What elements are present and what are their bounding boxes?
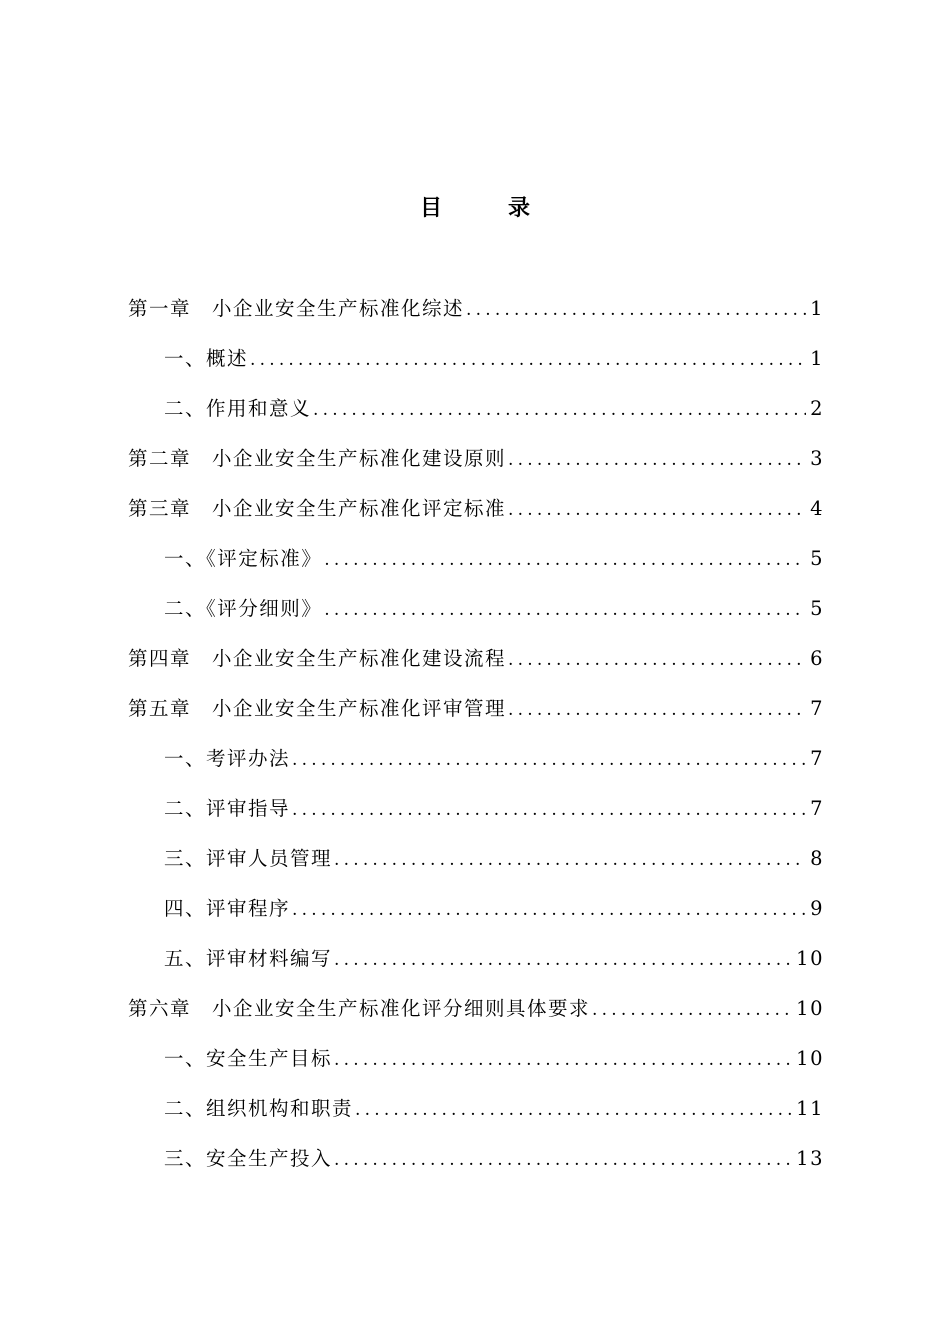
toc-entry[interactable] xyxy=(128,684,824,734)
toc-entry[interactable] xyxy=(128,484,824,534)
toc-page-number: 3 xyxy=(810,447,824,470)
toc-entry-label: 一、《评定标准》 xyxy=(164,547,323,570)
toc-page-number: 7 xyxy=(810,697,824,720)
toc-page-number: 2 xyxy=(810,397,824,420)
toc-dot-leader xyxy=(508,635,806,685)
toc-entry-label: 二、作用和意义 xyxy=(164,397,312,420)
toc-entry[interactable] xyxy=(128,434,824,484)
toc-entry[interactable] xyxy=(128,784,824,834)
toc-entry-label: 第二章 小企业安全生产标准化建设原则 xyxy=(128,447,507,470)
toc-entry-label: 二、组织机构和职责 xyxy=(164,1097,354,1120)
toc-page-number: 8 xyxy=(810,847,824,870)
toc-page-number: 10 xyxy=(796,947,824,970)
toc-entry-label: 一、安全生产目标 xyxy=(164,1047,333,1070)
toc-entry-label: 第四章 小企业安全生产标准化建设流程 xyxy=(128,647,507,670)
toc-entry-label: 第五章 小企业安全生产标准化评审管理 xyxy=(128,697,507,720)
toc-entry-label: 第一章 小企业安全生产标准化综述 xyxy=(128,297,465,320)
toc-dot-leader xyxy=(334,1135,792,1185)
toc-dot-leader xyxy=(324,535,806,585)
toc-dot-leader xyxy=(508,685,806,735)
toc-entry-label: 第六章 小企业安全生产标准化评分细则具体要求 xyxy=(128,997,591,1020)
toc-dot-leader xyxy=(466,285,806,335)
toc-dot-leader xyxy=(334,1035,792,1085)
toc-entry[interactable] xyxy=(128,634,824,684)
toc-page-number: 13 xyxy=(796,1147,824,1170)
toc-entry-label: 三、评审人员管理 xyxy=(164,847,333,870)
toc-entry[interactable] xyxy=(128,284,824,334)
toc-dot-leader xyxy=(250,335,806,385)
toc-title: 目 录 xyxy=(419,195,552,221)
toc-entry-label: 第三章 小企业安全生产标准化评定标准 xyxy=(128,497,507,520)
toc-entry-label: 一、考评办法 xyxy=(164,747,291,770)
toc-entry[interactable] xyxy=(128,934,824,984)
toc-dot-leader xyxy=(292,785,806,835)
toc-entry-label: 二、评审指导 xyxy=(164,797,291,820)
toc-entry[interactable] xyxy=(128,1084,824,1134)
toc-page-number: 5 xyxy=(810,597,824,620)
toc-dot-leader xyxy=(324,585,806,635)
toc-page-number: 9 xyxy=(810,897,824,920)
toc-dot-leader xyxy=(334,935,792,985)
toc-entry[interactable] xyxy=(128,534,824,584)
toc-dot-leader xyxy=(508,485,806,535)
toc-dot-leader xyxy=(292,735,806,785)
toc-entry[interactable] xyxy=(128,584,824,634)
toc-entry-label: 一、概述 xyxy=(164,347,249,370)
toc-page-number: 6 xyxy=(810,647,824,670)
toc-entry[interactable] xyxy=(128,334,824,384)
toc-entry-label: 三、安全生产投入 xyxy=(164,1147,333,1170)
toc-entry-label: 五、评审材料编写 xyxy=(164,947,333,970)
toc-page-number: 1 xyxy=(810,347,824,370)
toc-page-number: 7 xyxy=(810,797,824,820)
toc-dot-leader xyxy=(313,385,806,435)
toc-dot-leader xyxy=(334,835,806,885)
toc-page-number: 1 xyxy=(810,297,824,320)
toc-entry-label: 四、评审程序 xyxy=(164,897,291,920)
toc-entry[interactable] xyxy=(128,1134,824,1184)
toc-entry[interactable] xyxy=(128,834,824,884)
toc-dot-leader xyxy=(508,435,806,485)
toc-page-number: 5 xyxy=(810,547,824,570)
toc-entry[interactable] xyxy=(128,734,824,784)
toc-dot-leader xyxy=(292,885,806,935)
toc-dot-leader xyxy=(355,1085,792,1135)
toc-page-number: 10 xyxy=(796,1047,824,1070)
toc-page-number: 7 xyxy=(810,747,824,770)
table-of-contents xyxy=(128,284,824,1184)
toc-entry[interactable] xyxy=(128,1034,824,1084)
toc-entry-label: 二、《评分细则》 xyxy=(164,597,323,620)
toc-entry[interactable] xyxy=(128,884,824,934)
toc-entry[interactable] xyxy=(128,984,824,1034)
toc-page-number: 11 xyxy=(796,1097,824,1120)
toc-page-number: 4 xyxy=(810,497,824,520)
toc-dot-leader xyxy=(592,985,792,1035)
toc-entry[interactable] xyxy=(128,384,824,434)
toc-page-number: 10 xyxy=(796,997,824,1020)
